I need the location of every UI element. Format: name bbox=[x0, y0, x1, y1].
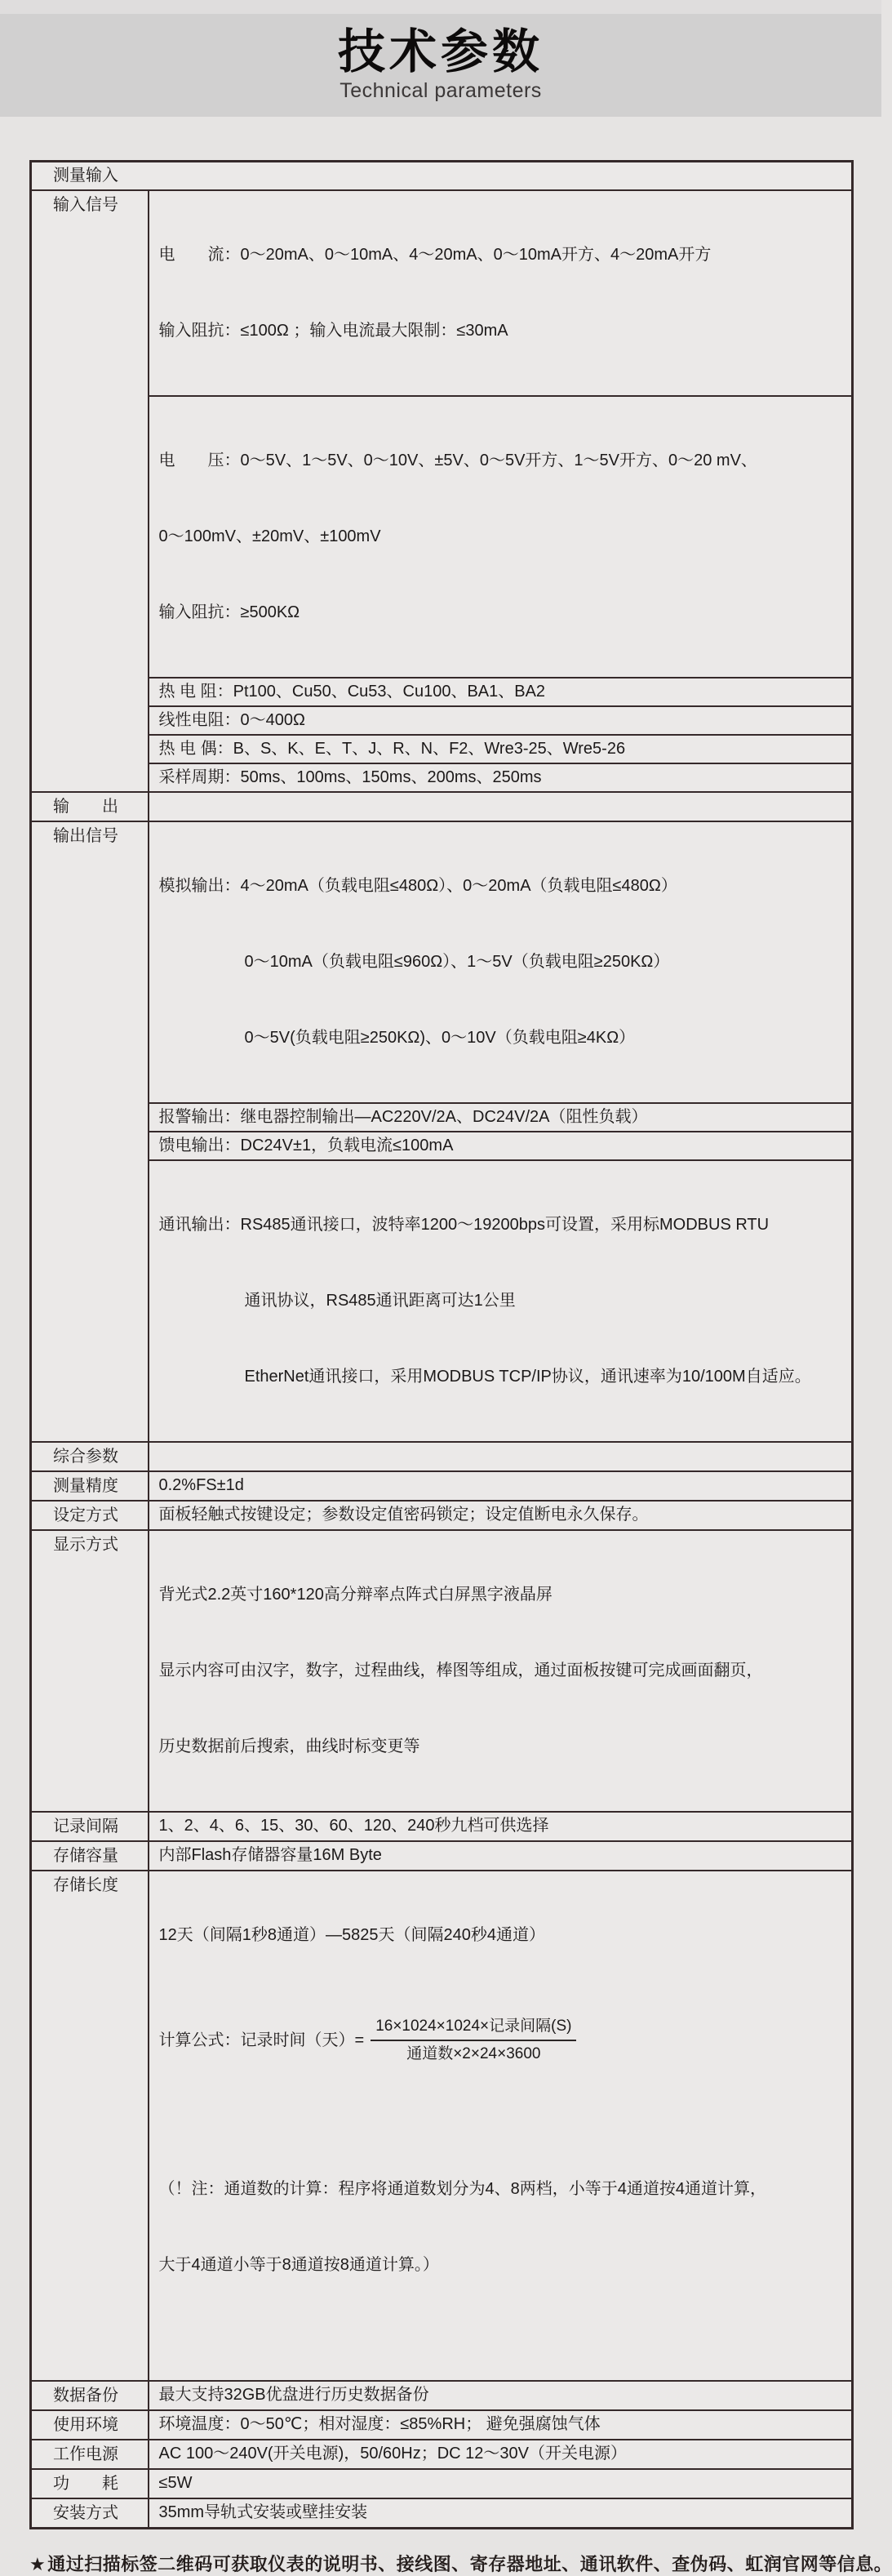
table-row bbox=[31, 1132, 853, 1160]
cell-storage-capacity: 内部Flash存储器容量16M Byte bbox=[149, 1841, 853, 1871]
table-row bbox=[31, 1160, 853, 1442]
spec-line: 12天（间隔1秒8通道）—5825天（间隔240秒4通道） bbox=[158, 1926, 545, 1944]
cell-thermocouple: 热 电 偶：B、S、K、E、T、J、R、N、F2、Wre3-25、Wre5-26 bbox=[149, 735, 853, 763]
section-header-measure-input: 测量输入 bbox=[31, 162, 853, 191]
table-row bbox=[31, 1501, 853, 1530]
table-row bbox=[31, 2440, 853, 2469]
table-row bbox=[31, 678, 853, 706]
table-row bbox=[31, 190, 853, 396]
row-label-power: 工作电源 bbox=[31, 2440, 149, 2469]
cell-current bbox=[149, 190, 853, 396]
cell-feed-output: 馈电输出：DC24V±1，负载电流≤100mA bbox=[149, 1132, 853, 1160]
spec-line: 电 压：0～5V、1～5V、0～10V、±5V、0～5V开方、1～5V开方、0～20 mV、 bbox=[158, 452, 757, 469]
row-label-storage-capacity: 存储容量 bbox=[31, 1841, 149, 1871]
formula-numerator: 16×1024×1024×记录间隔(S) bbox=[371, 2017, 576, 2041]
table-row bbox=[31, 162, 853, 191]
section-header-general: 综合参数 bbox=[31, 1442, 149, 1471]
cell-rtd: 热 电 阻：Pt100、Cu50、Cu53、Cu100、BA1、BA2 bbox=[149, 678, 853, 706]
spec-table bbox=[29, 160, 854, 2529]
footer-note bbox=[29, 2551, 892, 2576]
table-row bbox=[31, 1530, 853, 1812]
star-icon: ★ bbox=[29, 2554, 47, 2574]
spec-line: 通讯输出：RS485通讯接口，波特率1200～19200bps可设置，采用标MODBUS RTU bbox=[158, 1216, 770, 1234]
table-row bbox=[31, 1103, 853, 1132]
spec-line: 背光式2.2英寸160*120高分辩率点阵式白屏黑字液晶屏 bbox=[158, 1586, 553, 1604]
row-label-environment: 使用环境 bbox=[31, 2410, 149, 2440]
formula-prefix: 计算公式：记录时间（天）= bbox=[158, 2031, 365, 2049]
page-top-strip bbox=[0, 0, 881, 14]
table-row bbox=[31, 2410, 853, 2440]
cell-setting: 面板轻触式按键设定；参数设定值密码锁定；设定值断电永久保存。 bbox=[149, 1501, 853, 1530]
table-row bbox=[31, 2469, 853, 2498]
row-label-backup: 数据备份 bbox=[31, 2381, 149, 2410]
table-row bbox=[31, 735, 853, 763]
cell-voltage bbox=[149, 396, 853, 678]
spec-line: 0～5V(负载电阻≥250KΩ)、0～10V（负载电阻≥4KΩ） bbox=[244, 1029, 636, 1047]
spec-line: （！注：通道数的计算：程序将通道数划分为4、8两档，小等于4通道按4通道计算， bbox=[158, 2180, 766, 2198]
row-label-setting: 设定方式 bbox=[31, 1501, 149, 1530]
spec-line: 大于4通道小等于8通道按8通道计算。） bbox=[158, 2256, 439, 2274]
cell-display bbox=[149, 1530, 853, 1812]
table-row bbox=[31, 396, 853, 678]
table-row bbox=[31, 706, 853, 735]
table-row bbox=[31, 1812, 853, 1841]
section-header-output: 输 出 bbox=[31, 792, 149, 821]
cell-consumption: ≤5W bbox=[149, 2469, 853, 2498]
cell-comm-output bbox=[149, 1160, 853, 1442]
channel-note bbox=[159, 2126, 845, 2329]
table-row bbox=[31, 792, 853, 821]
cell-backup: 最大支持32GB优盘进行历史数据备份 bbox=[149, 2381, 853, 2410]
spec-line: 0～10mA（负载电阻≤960Ω）、1～5V（负载电阻≥250KΩ） bbox=[244, 953, 670, 971]
footer-note-text: 通过扫描标签二维码可获取仪表的说明书、接线图、寄存器地址、通讯软件、查伪码、虹润官网等信息。 bbox=[47, 2554, 892, 2574]
main-area bbox=[0, 117, 892, 2576]
cell-accuracy: 0.2%FS±1d bbox=[149, 1471, 853, 1501]
row-label-accuracy: 测量精度 bbox=[31, 1471, 149, 1501]
cell-power: AC 100～240V(开关电源)，50/60Hz；DC 12～30V（开关电源） bbox=[149, 2440, 853, 2469]
table-row bbox=[31, 2381, 853, 2410]
cell-linear-resistance: 线性电阻：0～400Ω bbox=[149, 706, 853, 735]
row-label-mounting: 安装方式 bbox=[31, 2498, 149, 2529]
record-time-formula bbox=[159, 2017, 845, 2064]
cell-empty bbox=[149, 792, 853, 821]
spec-line: 显示内容可由汉字，数字，过程曲线，棒图等组成，通过面板按键可完成画面翻页， bbox=[158, 1662, 763, 1680]
spec-line: EtherNet通讯接口，采用MODBUS TCP/IP协议，通讯速率为10/100M自适应。 bbox=[244, 1368, 811, 1386]
spec-line: 0～100mV、±20mV、±100mV bbox=[158, 527, 381, 545]
title-band bbox=[0, 14, 881, 117]
row-label-storage-length: 存储长度 bbox=[31, 1871, 149, 2381]
table-row bbox=[31, 1841, 853, 1871]
spec-line: 输入阻抗：≥500KΩ bbox=[158, 603, 300, 621]
formula-fraction bbox=[371, 2017, 576, 2064]
spec-line: 电 流：0～20mA、0～10mA、4～20mA、0～10mA开方、4～20mA开方 bbox=[158, 246, 712, 264]
spec-line: 通讯协议，RS485通讯距离可达1公里 bbox=[244, 1292, 516, 1310]
table-row bbox=[31, 2498, 853, 2529]
row-label-record-interval: 记录间隔 bbox=[31, 1812, 149, 1841]
cell-storage-length bbox=[149, 1871, 853, 2381]
table-row bbox=[31, 821, 853, 1103]
row-label-display: 显示方式 bbox=[31, 1530, 149, 1812]
cell-analog-output bbox=[149, 821, 853, 1103]
row-label-consumption: 功 耗 bbox=[31, 2469, 149, 2498]
table-row bbox=[31, 1871, 853, 2381]
cell-environment: 环境温度：0～50℃；相对湿度：≤85%RH； 避免强腐蚀气体 bbox=[149, 2410, 853, 2440]
spec-line: 模拟输出：4～20mA（负载电阻≤480Ω）、0～20mA（负载电阻≤480Ω） bbox=[158, 877, 677, 895]
table-row bbox=[31, 763, 853, 792]
spec-line: 输入阻抗：≤100Ω ；输入电流最大限制：≤30mA bbox=[158, 322, 508, 340]
page-subtitle: Technical parameters bbox=[339, 78, 542, 102]
row-label-input-signal: 输入信号 bbox=[31, 190, 149, 792]
cell-sampling-period: 采样周期：50ms、100ms、150ms、200ms、250ms bbox=[149, 763, 853, 792]
spec-line: 历史数据前后搜索，曲线时标变更等 bbox=[158, 1737, 420, 1755]
row-label-output-signal: 输出信号 bbox=[31, 821, 149, 1442]
cell-record-interval: 1、2、4、6、15、30、60、120、240秒九档可供选择 bbox=[149, 1812, 853, 1841]
page-title: 技术参数 bbox=[337, 25, 544, 78]
table-row bbox=[31, 1442, 853, 1471]
cell-alarm-output: 报警输出：继电器控制输出—AC220V/2A、DC24V/2A（阻性负载） bbox=[149, 1103, 853, 1132]
cell-mounting: 35mm导轨式安装或壁挂安装 bbox=[149, 2498, 853, 2529]
cell-empty bbox=[149, 1442, 853, 1471]
formula-denominator: 通道数×2×24×3600 bbox=[406, 2045, 541, 2062]
table-row bbox=[31, 1471, 853, 1501]
